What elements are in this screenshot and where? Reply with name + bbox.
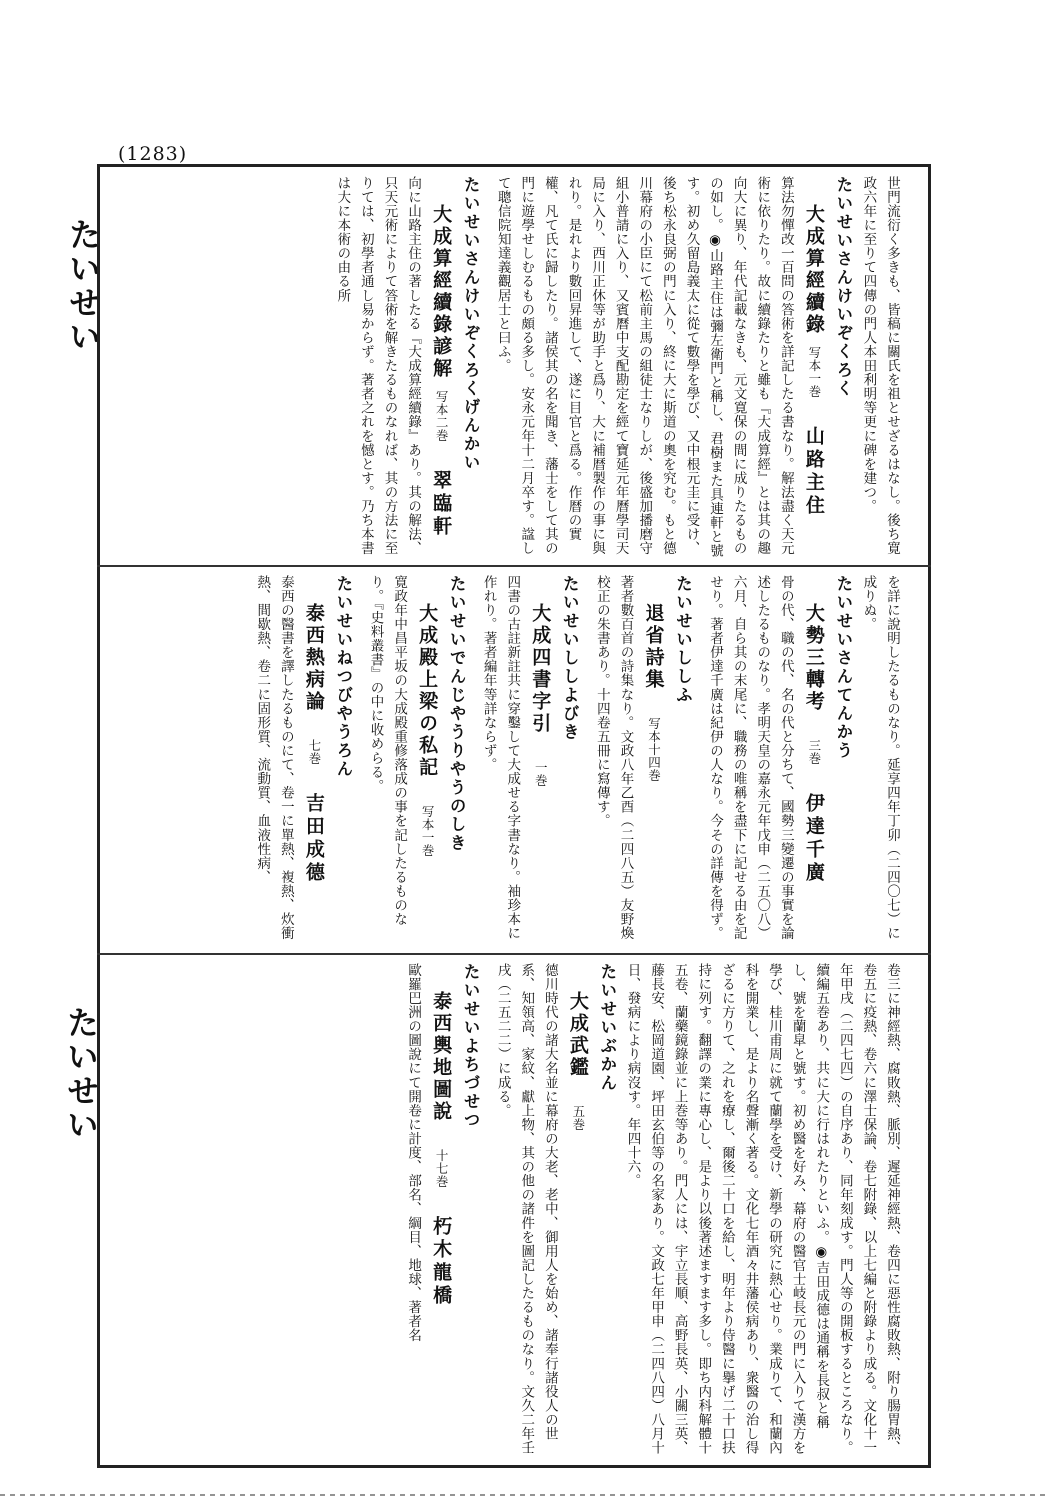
band-3 [116, 963, 903, 1455]
entry-author: 朽木龍橋 [430, 1216, 453, 1309]
band-divider-1 [97, 565, 931, 567]
entry [330, 176, 483, 558]
entry-title: 大成武鑑 [566, 991, 589, 1079]
entry-volume: 三巻 [806, 739, 822, 766]
entry-title: 大成算經續錄諺解 [430, 204, 453, 380]
band-2 [116, 575, 903, 945]
scan-edge-rule [0, 1494, 1046, 1496]
entry-title: 大成四書字引 [529, 603, 552, 735]
side-label-top: たいせい [64, 218, 102, 354]
entry [490, 963, 620, 1455]
band-1 [116, 176, 903, 558]
entry-heading: たいせいししよびき [560, 575, 580, 742]
entry-author: 山路主住 [802, 426, 825, 519]
continuation-text: 卷三に神經熱、腐敗熱、脈別、遲延神經熱、卷四に惡性腐敗熱、附り腸胃熱、卷五に疫熱、卷六に澤士保論、卷七附錄、以上七編と附錄より成る。文化十一年甲戌（二四七四）の自序あり、同年刻成す。門人等の開板するところなり。續編五巻あり、共に大に行はれたりといふ。◉吉田成德は通稱を長叔と稱し、號を蘭皐と號す。初め醫を好み、幕府の醫官士岐長元の門に入りて漢方を學び、桂川甫周に就て蘭學を受け、新學の研究に熱心せり。業成りて、和蘭內科を開業し、是より名聲漸く著る。文化七年酒々井藩侯病あり、衆醫の治し得ざるに方りて、之れを療し、爾後二十口を給し、明年より侍醫に擧げ二十口扶持に列す。翻譯の業に專心し、是より以後著述ますます多し。即ち内科解體十五卷、蘭藥鏡錄並に上巻等あり。門人には、宇立長順、高野長英、小關三英、藤長安、松岡道園、坪田玄伯等の名家あり。文政七年甲申（二四八四）八月十日、發病により病沒す。年四十六。 [624, 963, 900, 1455]
entry-body: 四書の古註新註共に穿鑿して大成せる字書なり。袖珍本に作れり。著者編年等詳ならず。 [480, 575, 521, 941]
entry-heading: たいせいぶかん [597, 963, 617, 1093]
entry-title-line [426, 176, 456, 558]
band-divider-2 [97, 953, 931, 955]
entry [363, 575, 469, 945]
entry-body: 歐羅巴洲の圖說にて開卷に計度、部名、綱目、地球、著者名 [405, 963, 422, 1343]
entry-body: 骨の代、職の代、名の代と分ちて、國勢三變遷の事實を論述したるものなり。孝明天皇の嘉永元年戊申（二五〇八）六月、自ら其の末尾に、職務の唯稱を盡下に記せる由を記せり。著者伊達千廣は紀伊の人なり。今その詳傳を得ず。 [707, 575, 794, 941]
entry-heading: たいせいよちづせつ [461, 963, 481, 1130]
page-number: (1283) [118, 143, 188, 165]
entry-heading: たいせいねつびやうろん [333, 575, 353, 779]
entry [490, 176, 856, 558]
entry-volume: 写本十四巻 [646, 717, 662, 783]
entry-title-line [525, 575, 555, 945]
entry-title-line [426, 963, 456, 1455]
entry-volume: 七巻 [306, 739, 322, 766]
entry-title-line [412, 575, 442, 945]
entry-volume: 写本一巻 [420, 805, 436, 858]
entry [702, 575, 855, 945]
entry-body: 寛政年中昌平坂の大成殿重修落成の事を記したるものなり。『史料叢書』の中に收めらる。 [367, 575, 408, 927]
entry-title: 大成殿上梁の私記 [416, 603, 439, 779]
entry-body: 算法勿憚改一百問の答術を詳記したる書なり。解法盡く天元術に依りたり。故に續錄たりと雖も『大成算經』とは其の趣向大に異り、年代記載なきも、元文寛保の間に成りたるものの如し。◉山路主住は彌左衛門と稱し、君樹また具連軒と號す。初め久留島義太に從て數學を學び、又中根元圭に受け、後ち松永良弼の門に入り、終に大に斯道の奧を究む。もと德川幕府の小臣にて松前主馬の組徒士なりしが、後盛加播磨守組小普請に入り、又賓曆中支配勘定を經て寶延元年曆學司天局に入り、西川正休等が助手と爲り、大に補暦製作の事に與れり。是れより數回昇進して、遂に目官と爲る。作暦の實權、凡て氏に歸したり。諸侯其の名を聞き、藩士をして其の門に遊學せしむるもの頗る多し。安永元年十二月卒す。諡して聰信院知達義觀居士と曰ふ。 [494, 176, 794, 558]
entry-heading: たいせいさんけいぞくろくげんかい [461, 176, 481, 472]
entry-title-line [563, 963, 593, 1455]
entry-title-line [799, 575, 829, 945]
entry-volume: 十七巻 [434, 1149, 450, 1189]
entry-title-line [299, 575, 329, 945]
continuation-text: 世門流衍く多きも、皆稿に關氏を祖とせざるはなし。後ち寛政六年に至りて四傳の門人本田利明等更に碑を建つ。 [860, 176, 900, 556]
entry [476, 575, 582, 945]
entry-title: 大勢三轉考 [802, 603, 825, 713]
entry-volume: 五巻 [570, 1105, 586, 1132]
entry-title: 泰西輿地圖說 [430, 991, 453, 1123]
entry-title: 大成算經續錄 [802, 204, 825, 336]
entry-title-line [638, 575, 668, 945]
entry [589, 575, 695, 945]
entry-heading: たいせいでんじやうりやうのしき [447, 575, 467, 853]
entry-title-line [799, 176, 829, 558]
side-label-bottom: たいせい [62, 1006, 100, 1142]
entry-volume: 写本二巻 [434, 390, 450, 443]
entry [401, 963, 484, 1455]
continuation-text: を詳に說明したるものなり。延享四年丁卯（二四〇七）に成りぬ。 [860, 575, 900, 941]
entry-body: 著者數百首の詩集なり。文政八年乙酉（二四八五）友野煥校正の朱書あり。十四卷五冊に寫傳す。 [593, 575, 634, 941]
entry-heading: たいせいさんけいぞくろく [833, 176, 853, 398]
entry-author: 吉田成德 [302, 793, 325, 886]
entry-author: 翠臨軒 [430, 470, 453, 540]
entry-body: 德川時代の諸大名並に幕府の大老、老中、御用人を始め、諸奉行諸役人の世系、知領高、家紋、獻上物、其の他の諸件を圖記したるものなり。文久二年壬戌（二五二二）に成る。 [494, 963, 558, 1455]
entry-heading: たいせいししふ [673, 575, 693, 705]
entry-title: 退省詩集 [642, 603, 665, 691]
entry-body: 向に山路主住の著したる『大成算經續錄』あり。其の解法、只天元術によりて答術を解きたるものなれば、其の方法に至りては、初學者通し易からず。著者之れを憾とす。乃ち本書は大に本術の由る所 [334, 176, 422, 556]
entry-body: 泰西の醫書を譯したるものにて、卷一に單熱、複熱、炊衝熱、間歇熱、卷二に固形質、流動質、血液性病、 [254, 575, 294, 941]
entry-heading: たいせいさんてんかう [833, 575, 853, 760]
entry-volume: 写本一巻 [806, 346, 822, 399]
entry [250, 575, 356, 945]
entry-title: 泰西熱病論 [302, 603, 325, 713]
entry-author: 伊達千廣 [802, 793, 825, 886]
entry-volume: 一巻 [533, 761, 549, 788]
